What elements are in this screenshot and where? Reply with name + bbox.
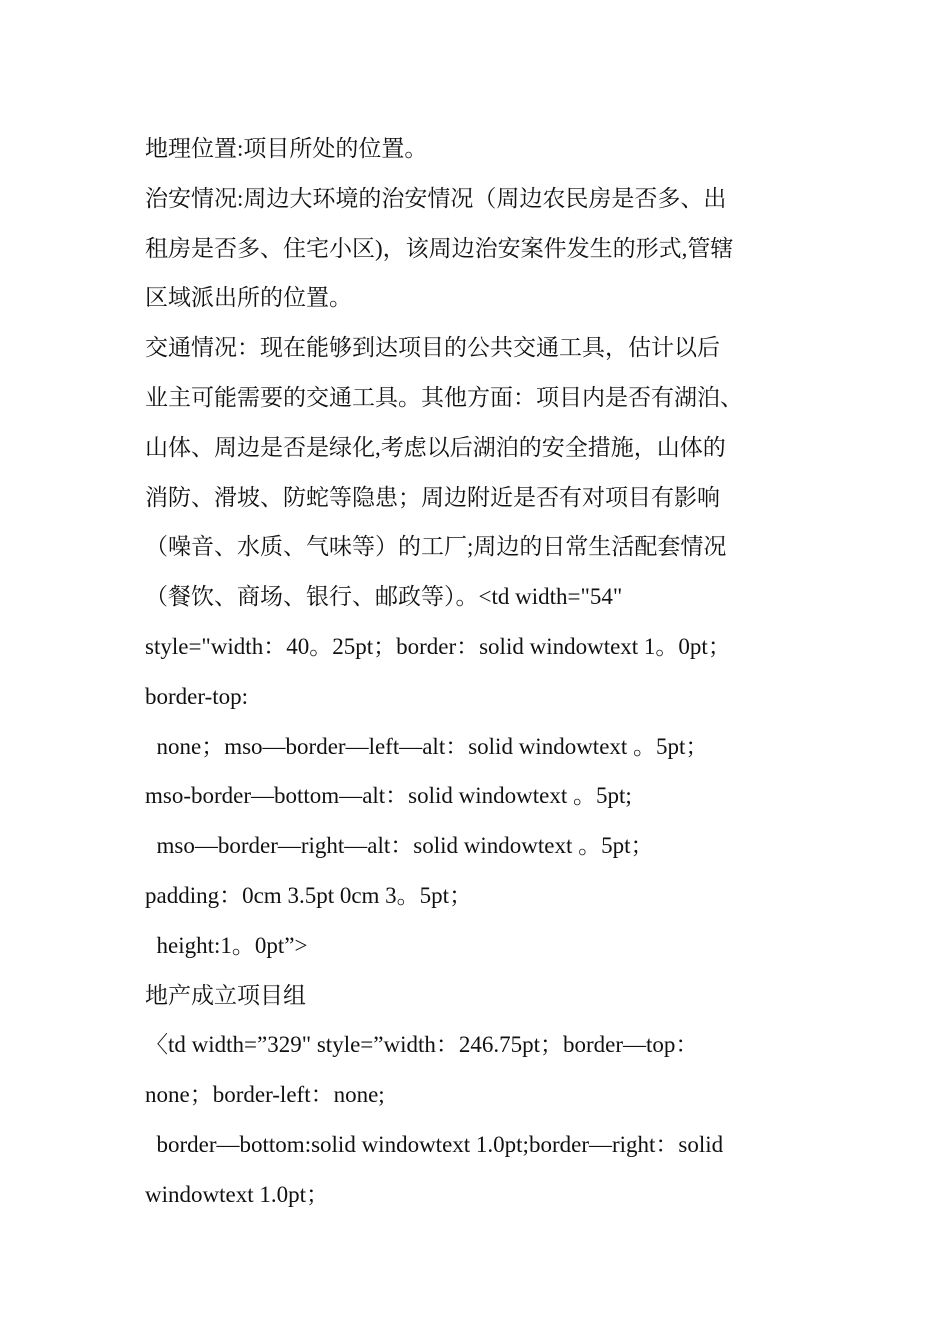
text-line: height:1。0pt”> bbox=[145, 932, 308, 958]
text-line: 交通情况：现在能够到达项目的公共交通工具，估计以后 bbox=[145, 335, 720, 361]
text-line: 〈td width=”329" style=”width：246.75pt；border—top： bbox=[145, 1032, 699, 1058]
text-line: windowtext 1.0pt； bbox=[145, 1181, 329, 1207]
text-line: 山体、周边是否是绿化,考虑以后湖泊的安全措施，山体的 bbox=[145, 434, 726, 460]
text-line: style="width：40。25pt；border：solid windowtext 1。0pt； bbox=[145, 633, 731, 659]
text-line: 区域派出所的位置。 bbox=[145, 285, 352, 311]
text-line: 地理位置:项目所处的位置。 bbox=[145, 136, 428, 161]
text-line: mso—border—right—alt：solid windowtext 。5pt； bbox=[145, 833, 654, 859]
text-line: （餐饮、商场、银行、邮政等）。<td width="54" bbox=[145, 584, 623, 610]
text-line: padding：0cm 3.5pt 0cm 3。5pt； bbox=[145, 882, 473, 908]
text-line: border—bottom:solid windowtext 1.0pt;border—right：solid bbox=[145, 1131, 724, 1157]
text-line: mso-border—bottom—alt：solid windowtext 。5pt; bbox=[145, 783, 632, 809]
text-line: 业主可能需要的交通工具。其他方面：项目内是否有湖泊、 bbox=[145, 384, 743, 410]
text-line: 租房是否多、住宅小区)，该周边治安案件发生的形式,管辖 bbox=[145, 235, 734, 261]
text-line: 治安情况:周边大环境的治安情况（周边农民房是否多、出 bbox=[145, 185, 727, 211]
text-line: none；border-left：none; bbox=[145, 1082, 385, 1108]
text-line: none；mso—border—left—alt：solid windowtext 。5pt； bbox=[145, 733, 709, 759]
text-line: 地产成立项目组 bbox=[145, 982, 306, 1008]
text-line: （噪音、水质、气味等）的工厂;周边的日常生活配套情况 bbox=[145, 534, 727, 560]
text-line: 消防、滑坡、防蛇等隐患；周边附近是否有对项目有影响 bbox=[145, 484, 720, 510]
document-body bbox=[145, 124, 810, 1220]
text-line: border-top: bbox=[145, 683, 249, 709]
